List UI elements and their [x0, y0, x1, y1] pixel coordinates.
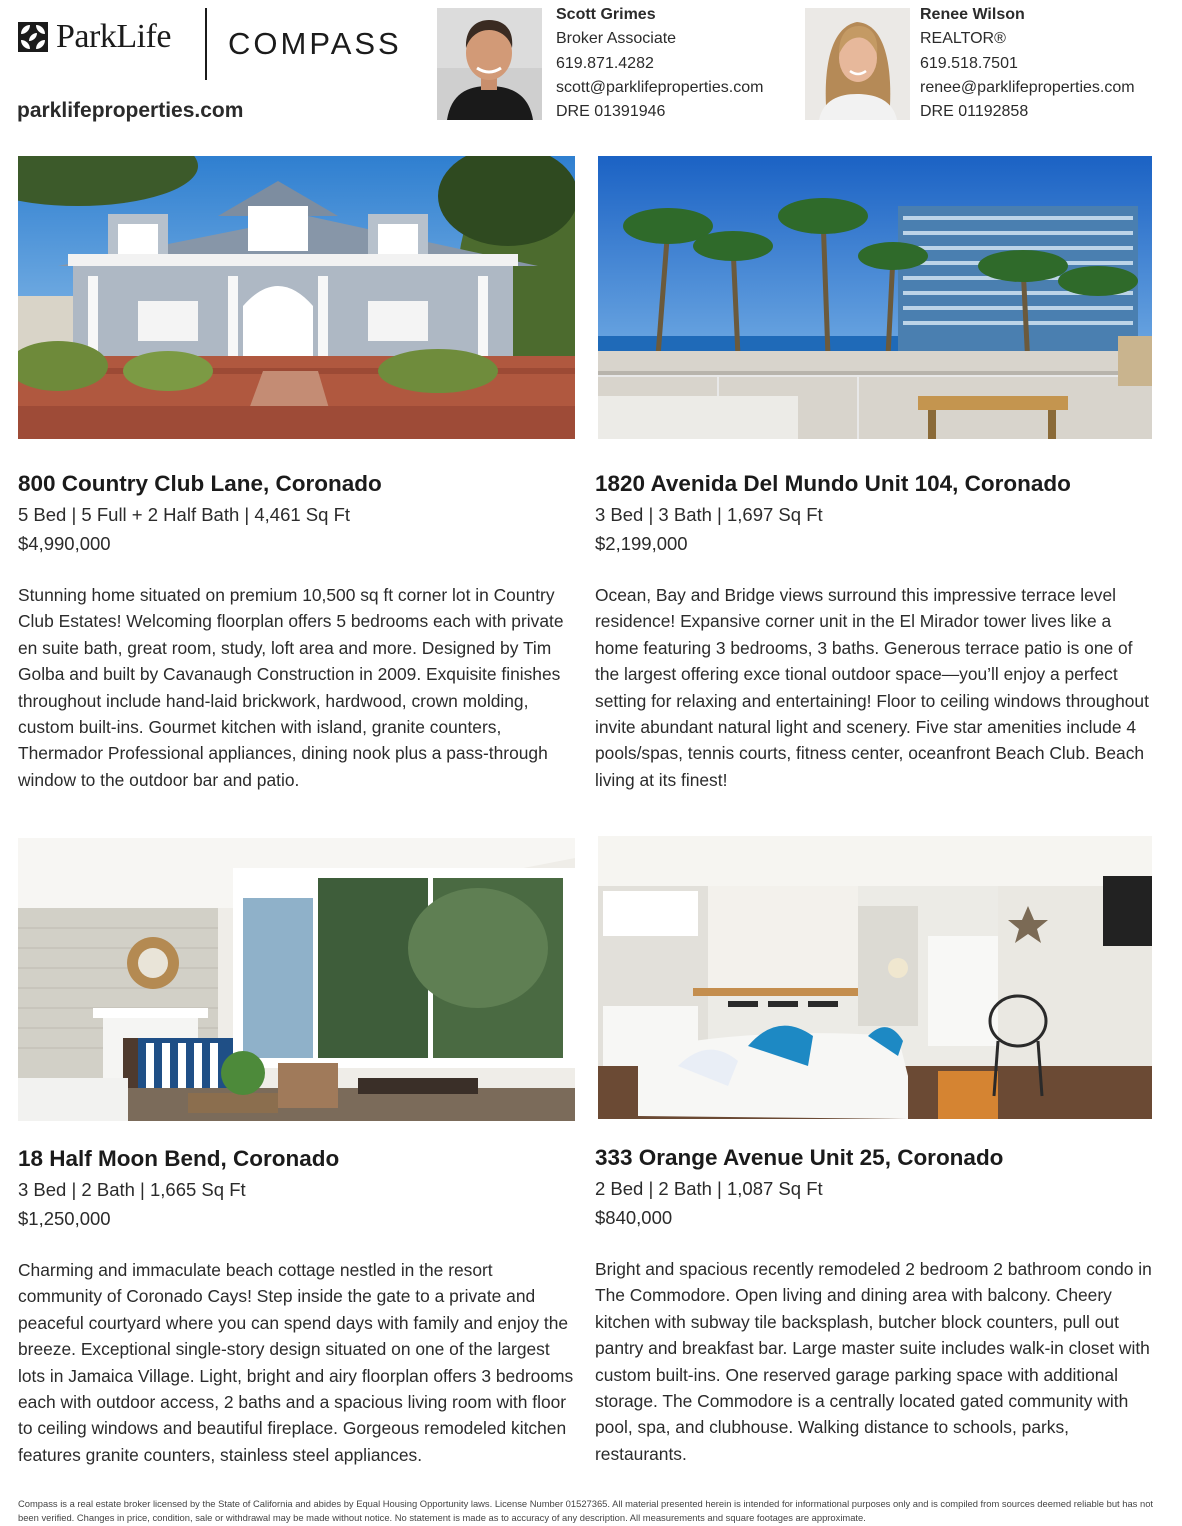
- listing-specs: 2 Bed | 2 Bath | 1,087 Sq Ft: [595, 1178, 823, 1199]
- listing-description: Stunning home situated on premium 10,500 sq ft corner lot in Country Club Estates! Welcoming floorplan offers 5 bedrooms each with private en suite bath, great room, study, loft area and more. Designed by Tim Golba and built by Cavanaugh Construction in 2009. Exquisite finishes throughout include hand-laid brickwork, hardwood, crown molding, custom built-ins. Gourmet kitchen with island, granite counters, Thermador Professional appliances, dining nook plus a pass-through window to the outdoor bar and patio.: [18, 585, 564, 790]
- listing-address[interactable]: 1820 Avenida Del Mundo Unit 104, Coronado: [595, 471, 1071, 496]
- listing-price: $1,250,000: [18, 1208, 111, 1229]
- listing-price: $840,000: [595, 1207, 673, 1228]
- listing-photo-orange-avenue: [598, 836, 1152, 1119]
- listing-address[interactable]: 800 Country Club Lane, Coronado: [18, 471, 382, 496]
- listing-address[interactable]: 18 Half Moon Bend, Coronado: [18, 1146, 340, 1171]
- agent-name: Renee Wilson: [920, 6, 1025, 23]
- listing-description: Ocean, Bay and Bridge views surround this impressive terrace level residence! Expansive corner unit in the El Mirador tower lives like a home featuring 3 bedrooms, 3 baths. Generous terrace patio is one of the largest offering exce tional outdoor space—you’ll enjoy a perfect setting for relaxing and entertaining! Floor to ceiling windows throughout invite abundant natural light and scenery. Five star amenities include 4 pools/spas, tennis courts, fitness center, oceanfront Beach Club. Beach living at its finest!: [595, 585, 1149, 790]
- parklife-leaf-icon: [18, 22, 48, 52]
- agent-title: Broker Associate: [556, 30, 677, 48]
- listing-specs: 5 Bed | 5 Full + 2 Half Bath | 4,461 Sq Ft: [18, 504, 351, 525]
- agent-photo-renee: [805, 8, 910, 120]
- listing-description: Bright and spacious recently remodeled 2 bedroom 2 bathroom condo in The Commodore. Open living and dining area with balcony. Cheery kitchen with subway tile backsplash, butcher block counters, pull out pantry and breakfast bar. Large master suite includes walk-in closet with custom built-ins. One reserved garage parking space with additional storage. The Commodore is a centrally located gated community with pool, spa, and clubhouse. Walking distance to schools, parks, restaurants.: [595, 1259, 1152, 1464]
- listing-orange-avenue: [595, 1143, 1155, 1467]
- listing-photo-country-club: [18, 156, 575, 439]
- listing-address[interactable]: 333 Orange Avenue Unit 25, Coronado: [595, 1145, 1004, 1170]
- compass-logo: COMPASS: [228, 26, 402, 61]
- agent-license: DRE 01192858: [920, 103, 1029, 121]
- agent-info-renee: [920, 3, 1135, 124]
- agent-email[interactable]: scott@parklifeproperties.com: [556, 78, 764, 96]
- agent-phone[interactable]: 619.518.7501: [920, 54, 1018, 72]
- listing-price: $2,199,000: [595, 533, 688, 554]
- listing-country-club-lane: [18, 469, 578, 793]
- listing-avenida-del-mundo: [595, 469, 1155, 793]
- agent-phone[interactable]: 619.871.4282: [556, 54, 654, 72]
- website-link[interactable]: parklifeproperties.com: [17, 99, 244, 122]
- header-divider: [205, 8, 207, 80]
- agent-title: REALTOR®: [920, 30, 1006, 48]
- agent-email[interactable]: renee@parklifeproperties.com: [920, 78, 1135, 96]
- agent-name: Scott Grimes: [556, 6, 656, 23]
- listing-specs: 3 Bed | 2 Bath | 1,665 Sq Ft: [18, 1179, 246, 1200]
- agent-info-scott: [556, 3, 763, 124]
- parklife-wordmark: ParkLife: [56, 18, 171, 55]
- listing-description: Charming and immaculate beach cottage nestled in the resort community of Coronado Cays! Step inside the gate to a private and peaceful courtyard where you can spend days with family and enjoy the breeze. Exceptional single-story design situated on one of the largest lots in Jamaica Village. Light, bright and airy floorplan offers 3 bedrooms each with outdoor access, 2 baths and a spacious living room with floor to ceiling windows and beautiful fireplace. Gorgeous remodeled kitchen features granite counters, stainless steel appliances.: [18, 1260, 574, 1465]
- listing-price: $4,990,000: [18, 533, 111, 554]
- listing-half-moon-bend: [18, 1144, 578, 1468]
- listing-specs: 3 Bed | 3 Bath | 1,697 Sq Ft: [595, 504, 823, 525]
- parklife-logo: [18, 18, 171, 56]
- listing-photo-half-moon-bend: [18, 838, 575, 1121]
- agent-photo-scott: [437, 8, 542, 120]
- agent-license: DRE 01391946: [556, 103, 666, 121]
- listing-photo-avenida-del-mundo: [598, 156, 1152, 439]
- legal-disclaimer: Compass is a real estate broker licensed by the State of California and abides by Equal Housing Opportunity laws. License Number 01527365. All material presented herein is intended for informational purposes only and is compiled from sources deemed reliable but has not been verified. Changes in price, condition, sale or withdrawal may be made without notice. No statement is made as to accuracy of any description. All measurements and square footages are approximate.: [18, 1498, 1154, 1523]
